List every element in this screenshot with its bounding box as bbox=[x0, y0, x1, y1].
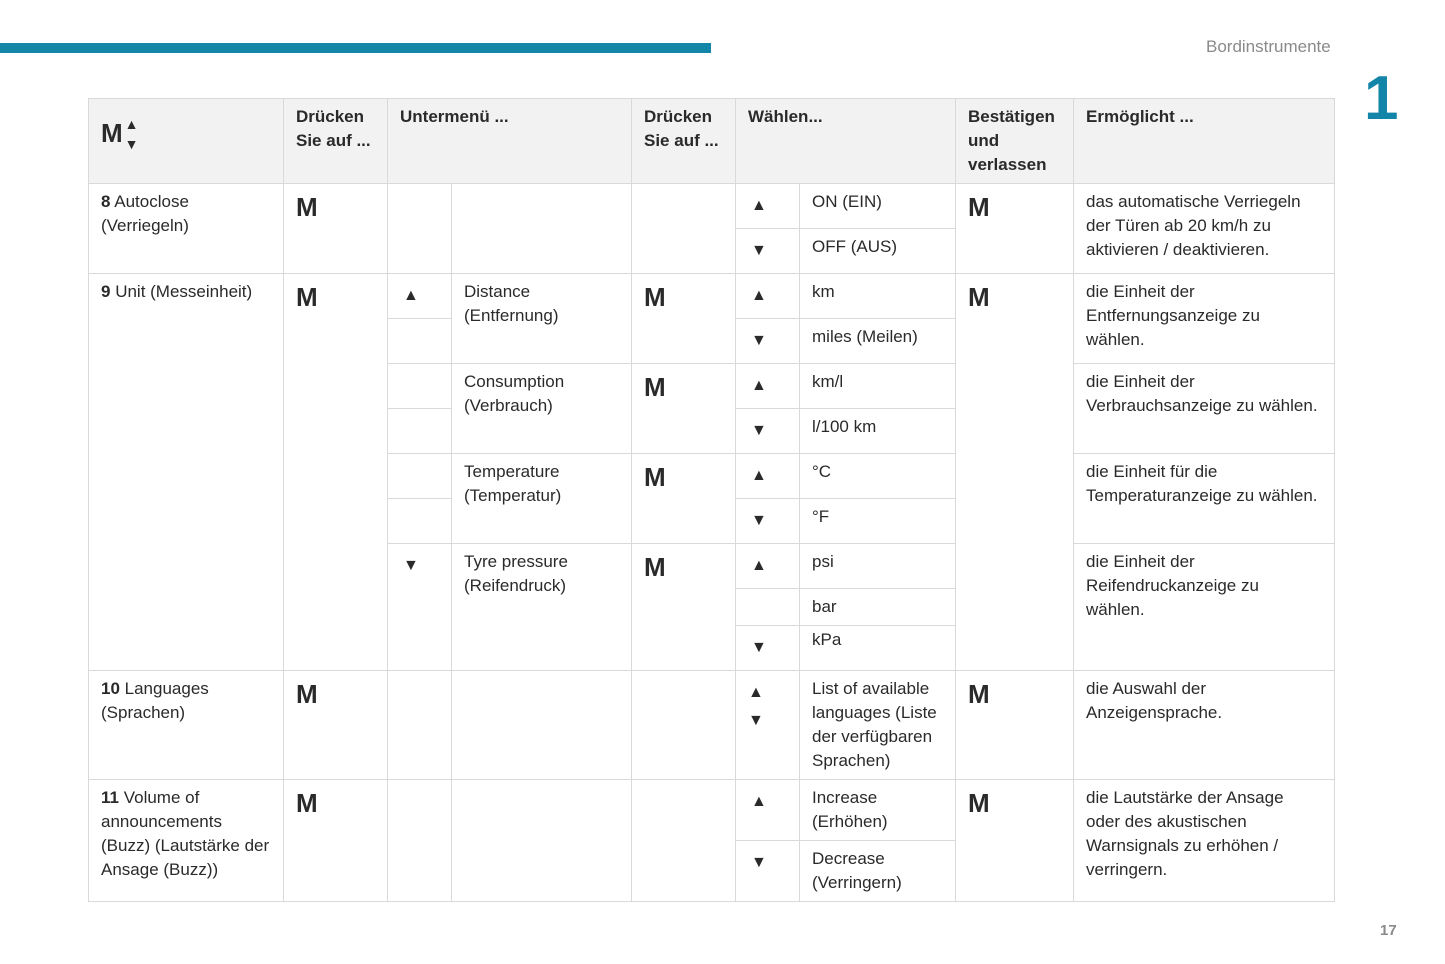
empty-cell bbox=[388, 671, 452, 780]
autoclose-confirm-cell bbox=[956, 184, 1074, 274]
consumption-press-cell bbox=[632, 364, 736, 454]
empty-cell bbox=[388, 780, 452, 902]
header-submenu: Untermenü ... bbox=[388, 99, 632, 184]
table-row-unit bbox=[89, 274, 1335, 319]
option-cell: Increase (Erhöhen) bbox=[800, 780, 956, 841]
arrow-cell bbox=[736, 780, 800, 841]
empty-cell bbox=[632, 184, 736, 274]
temperature-desc-cell: die Einheit für die Temperaturanzeige zu wählen. bbox=[1074, 454, 1335, 544]
languages-press-cell bbox=[284, 671, 388, 780]
empty-cell bbox=[632, 671, 736, 780]
empty-cell bbox=[388, 184, 452, 274]
tyre-desc-cell: die Einheit der Reifendruckanzeige zu wählen. bbox=[1074, 544, 1335, 671]
languages-confirm-cell bbox=[956, 671, 1074, 780]
arrow-down-icon: ▼ bbox=[751, 422, 767, 439]
header-enables: Ermöglicht ... bbox=[1074, 99, 1335, 184]
arrow-cell bbox=[736, 274, 800, 319]
m-key-icon: M bbox=[296, 282, 318, 312]
autoclose-label-cell: 8 Autoclose (Verriegeln) bbox=[89, 184, 284, 274]
unit-confirm-cell bbox=[956, 274, 1074, 671]
option-cell: l/100 km bbox=[800, 409, 956, 454]
arrow-cell bbox=[736, 626, 800, 671]
distance-desc-cell: die Einheit der Entfernungsanzeige zu wählen. bbox=[1074, 274, 1335, 364]
arrow-cell bbox=[736, 671, 800, 780]
arrow-cell bbox=[736, 364, 800, 409]
submenu-distance: Distance (Entfernung) bbox=[452, 274, 632, 364]
arrow-cell bbox=[736, 229, 800, 274]
option-cell: miles (Meilen) bbox=[800, 319, 956, 364]
volume-label-cell: 11 Volume of announcements (Buzz) (Lautstärke der Ansage (Buzz)) bbox=[89, 780, 284, 902]
languages-desc-cell: die Auswahl der Anzeigensprache. bbox=[1074, 671, 1335, 780]
table-row-volume bbox=[89, 780, 1335, 841]
m-key-icon: M bbox=[968, 679, 990, 709]
arrow-down-icon: ▼ bbox=[751, 854, 767, 871]
table-row-languages bbox=[89, 671, 1335, 780]
submenu-tyre-pressure: Tyre pressure (Reifendruck) bbox=[452, 544, 632, 671]
arrow-up-icon: ▲ bbox=[751, 467, 767, 484]
settings-table bbox=[88, 98, 1335, 902]
empty-cell bbox=[388, 454, 452, 499]
consumption-desc-cell: die Einheit der Verbrauchsanzeige zu wählen. bbox=[1074, 364, 1335, 454]
option-cell: ON (EIN) bbox=[800, 184, 956, 229]
up-down-arrows-icon: ▲ ▼ bbox=[124, 115, 139, 152]
option-cell: Decrease (Verringern) bbox=[800, 841, 956, 902]
empty-cell bbox=[388, 499, 452, 544]
m-key-icon: M bbox=[644, 462, 666, 492]
arrow-cell bbox=[736, 409, 800, 454]
m-key-icon: M bbox=[296, 679, 318, 709]
empty-cell bbox=[736, 589, 800, 626]
m-key-icon: M bbox=[296, 788, 318, 818]
arrow-down-icon: ▼ bbox=[403, 557, 419, 574]
m-key-icon: M bbox=[968, 282, 990, 312]
distance-press-cell bbox=[632, 274, 736, 364]
header-confirm: Bestätigen und verlassen bbox=[956, 99, 1074, 184]
option-cell: km/l bbox=[800, 364, 956, 409]
volume-desc-cell: die Lautstärke der Ansage oder des akustischen Warnsignals zu erhöhen / verringern. bbox=[1074, 780, 1335, 902]
m-key-icon: M bbox=[968, 192, 990, 222]
empty-cell bbox=[452, 780, 632, 902]
arrow-cell bbox=[736, 319, 800, 364]
empty-cell bbox=[632, 780, 736, 902]
arrow-cell bbox=[736, 841, 800, 902]
arrow-cell bbox=[736, 544, 800, 589]
unit-press-cell bbox=[284, 274, 388, 671]
m-key-icon: M bbox=[968, 788, 990, 818]
m-key-label: M bbox=[101, 118, 123, 148]
autoclose-press-cell bbox=[284, 184, 388, 274]
option-cell: OFF (AUS) bbox=[800, 229, 956, 274]
empty-cell bbox=[388, 409, 452, 454]
m-key-icon: M bbox=[296, 192, 318, 222]
m-key-icon: M bbox=[644, 552, 666, 582]
arrow-down-icon: ▼ bbox=[751, 332, 767, 349]
arrow-up-icon: ▲ bbox=[751, 557, 767, 574]
empty-cell bbox=[388, 364, 452, 409]
option-cell: °F bbox=[800, 499, 956, 544]
option-cell: kPa bbox=[800, 626, 956, 671]
volume-confirm-cell bbox=[956, 780, 1074, 902]
option-cell: List of available languages (Liste der verfügbaren Sprachen) bbox=[800, 671, 956, 780]
submenu-consumption: Consumption (Verbrauch) bbox=[452, 364, 632, 454]
table-row-autoclose bbox=[89, 184, 1335, 229]
languages-label-cell: 10 Languages (Sprachen) bbox=[89, 671, 284, 780]
empty-cell bbox=[452, 671, 632, 780]
arrow-up-icon: ▲ bbox=[403, 287, 419, 304]
submenu-temperature: Temperature (Temperatur) bbox=[452, 454, 632, 544]
header-press2: Drücken Sie auf ... bbox=[632, 99, 736, 184]
option-cell: °C bbox=[800, 454, 956, 499]
autoclose-desc-cell: das automatische Verriegeln der Türen ab 20 km/h zu aktivieren / deaktivieren. bbox=[1074, 184, 1335, 274]
up-down-arrows-icon: ▲ ▼ bbox=[748, 684, 764, 729]
chapter-number: 1 bbox=[1364, 64, 1399, 133]
header-press1: Drücken Sie auf ... bbox=[284, 99, 388, 184]
page-number: 17 bbox=[1380, 922, 1397, 939]
arrow-cell bbox=[736, 454, 800, 499]
volume-press-cell bbox=[284, 780, 388, 902]
option-cell: km bbox=[800, 274, 956, 319]
arrow-cell bbox=[388, 274, 452, 319]
arrow-down-icon: ▼ bbox=[751, 512, 767, 529]
m-key-icon: M bbox=[644, 282, 666, 312]
header-choose: Wählen... bbox=[736, 99, 956, 184]
empty-cell bbox=[452, 184, 632, 274]
arrow-up-icon: ▲ bbox=[751, 793, 767, 810]
m-key-icon: M bbox=[644, 372, 666, 402]
top-accent-bar bbox=[0, 43, 711, 53]
arrow-up-icon: ▲ bbox=[751, 287, 767, 304]
arrow-cell bbox=[736, 499, 800, 544]
arrow-cell bbox=[736, 184, 800, 229]
section-title: Bordinstrumente bbox=[1206, 37, 1331, 56]
temperature-press-cell bbox=[632, 454, 736, 544]
arrow-up-icon: ▲ bbox=[751, 197, 767, 214]
option-cell: psi bbox=[800, 544, 956, 589]
arrow-down-icon: ▼ bbox=[751, 242, 767, 259]
arrow-up-icon: ▲ bbox=[751, 377, 767, 394]
header-row bbox=[89, 99, 1335, 184]
arrow-down-icon: ▼ bbox=[751, 639, 767, 656]
arrow-cell bbox=[388, 544, 452, 671]
unit-label-cell: 9 Unit (Messeinheit) bbox=[89, 274, 284, 671]
option-cell: bar bbox=[800, 589, 956, 626]
tyre-press-cell bbox=[632, 544, 736, 671]
header-m-cell bbox=[89, 99, 284, 184]
empty-cell bbox=[388, 319, 452, 364]
